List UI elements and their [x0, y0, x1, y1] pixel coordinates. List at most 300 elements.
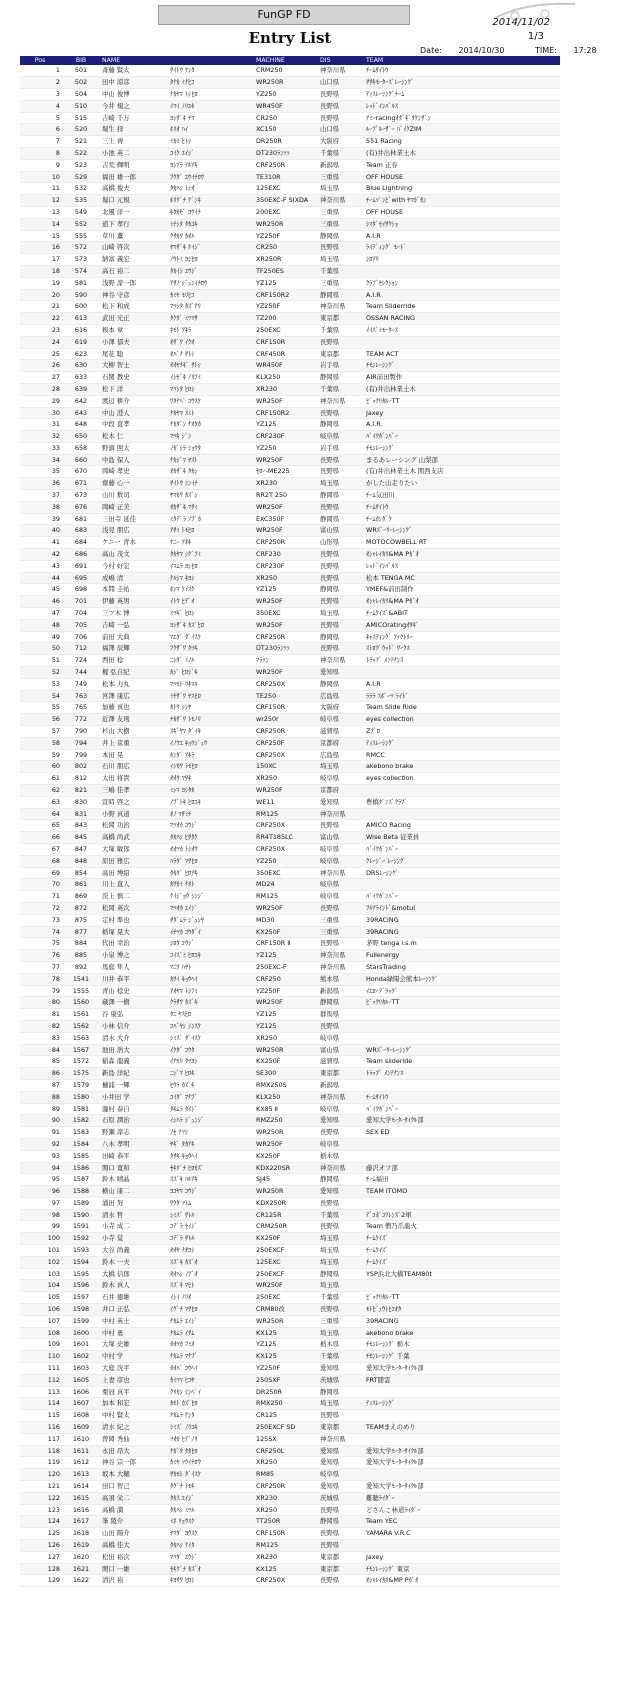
- cell-machine: CRF230: [256, 550, 281, 559]
- cell-bib: 884: [74, 939, 88, 948]
- cell-district: 東京都: [320, 1552, 340, 1561]
- table-row: [20, 1422, 560, 1434]
- table-row: [20, 1457, 560, 1469]
- cell-pos: 5: [55, 113, 60, 122]
- cell-machine: KLX250: [256, 1092, 281, 1101]
- cell-pos: 80: [51, 998, 60, 1007]
- cell-team: ﾊﾞｲｸｶﾞﾝﾊﾞｰ: [366, 844, 398, 853]
- cell-name-kana: ﾐﾔｻﾞﾜ ﾔｽﾋﾛ: [170, 691, 201, 700]
- cell-bib: 1603: [72, 1364, 90, 1373]
- cell-bib: 670: [74, 467, 88, 476]
- cell-machine: WR250F: [256, 786, 283, 794]
- table-row: [20, 183, 560, 195]
- cell-pos: 32: [51, 432, 60, 441]
- cell-name: 峯 陵介: [102, 1517, 124, 1526]
- cell-name-kana: ﾐｶﾐ ﾋﾄｼ: [170, 137, 192, 146]
- cell-bib: 763: [74, 691, 88, 700]
- cell-name: 渡辺 耕介: [102, 396, 130, 405]
- cell-bib: 1597: [72, 1293, 90, 1302]
- cell-team: ﾗﾗﾗ ｽﾎﾟｰﾂ ﾗｲﾄﾞ: [366, 691, 409, 700]
- cell-team: (有)井出林業土木: [366, 384, 416, 393]
- cell-bib: 642: [74, 396, 88, 405]
- cell-district: 茨城県: [320, 1375, 340, 1384]
- table-row: [20, 997, 560, 1009]
- cell-name: 三嶋 佳孝: [102, 786, 130, 794]
- cell-name: 田口 智己: [102, 1482, 130, 1491]
- cell-machine: WR250F: [256, 998, 283, 1007]
- cell-bib: 623: [74, 349, 88, 358]
- cell-name-kana: ｵｵﾔ ﾅｵﾖｼ: [170, 1246, 195, 1255]
- cell-team: TEAM ITOMO: [366, 1187, 408, 1196]
- cell-district: 長野県: [320, 597, 340, 606]
- cell-name: 吉荒 輝明: [102, 160, 130, 169]
- cell-name: 小林 信介: [102, 1021, 130, 1030]
- table-row: [20, 1033, 560, 1045]
- cell-team: ﾁｰﾑ気田川: [366, 491, 395, 500]
- cell-machine: TE310R: [256, 172, 281, 181]
- cell-district: 愛知県: [320, 1364, 340, 1373]
- cell-team: ﾓﾄﾋﾞｭｳﾄﾋｺｵﾀ: [366, 1305, 402, 1314]
- cell-pos: 42: [51, 550, 60, 559]
- cell-machine: WR250R: [256, 1128, 284, 1137]
- cell-name-kana: ﾀｷﾑﾗ ﾀｲｼﾞ: [170, 1104, 198, 1113]
- cell-machine: MD24: [256, 880, 275, 889]
- cell-name-kana: ｶｼﾞ ﾋﾛｼﾞｷ: [170, 668, 198, 677]
- cell-bib: 799: [74, 750, 88, 759]
- cell-bib: 549: [74, 207, 88, 216]
- cell-machine: CRF250: [256, 974, 281, 983]
- cell-name: 坂本 大輔: [102, 1470, 130, 1479]
- cell-district: 静岡県: [320, 1175, 340, 1184]
- cell-name-kana: ﾅｶﾔﾏ ﾄｼﾋﾛ: [170, 89, 198, 98]
- cell-district: 岐阜県: [320, 1139, 340, 1148]
- cell-machine: WR250F: [256, 396, 283, 405]
- cell-bib: 600: [74, 302, 88, 311]
- cell-team: ﾁｰﾑｶﾝﾀﾞｸ: [366, 514, 392, 523]
- table-row: [20, 1351, 560, 1363]
- cell-name: 鈴木 真人: [102, 1281, 130, 1290]
- cell-district: 埼玉県: [320, 479, 340, 488]
- cell-bib: 520: [74, 125, 88, 134]
- cell-bib: 1595: [72, 1269, 90, 1278]
- cell-name: 浅見 朋広: [102, 526, 130, 535]
- cell-bib: 1572: [72, 1057, 90, 1066]
- cell-machine: MD30: [256, 915, 275, 924]
- cell-name: 大柳 智士: [102, 361, 130, 370]
- cell-bib: 712: [74, 644, 88, 653]
- cell-name: 今村 好宏: [102, 561, 130, 570]
- table-row: [20, 1292, 560, 1304]
- cell-pos: 73: [51, 915, 60, 924]
- table-row: [20, 1139, 560, 1151]
- cell-bib: 658: [74, 443, 88, 452]
- table-row: [20, 1127, 560, 1139]
- cell-team: (有)井出林業土木: [366, 148, 416, 157]
- cell-pos: 90: [51, 1116, 60, 1125]
- cell-district: 長野県: [320, 1198, 340, 1207]
- cell-district: 群馬県: [320, 1010, 340, 1019]
- table-row: [20, 372, 560, 384]
- cell-machine: WR250R: [256, 78, 284, 87]
- cell-pos: 118: [47, 1446, 60, 1455]
- cell-team: (有)井出林業土木 関西支店: [366, 467, 444, 476]
- cell-team: A.I.R.: [366, 420, 383, 429]
- cell-name: 小澤 郁夫: [102, 337, 130, 346]
- cell-name-kana: ﾎﾘｸﾞﾁ ｹﾞﾝｷ: [170, 196, 201, 205]
- cell-bib: 581: [74, 278, 88, 287]
- cell-name: 加本 和宏: [102, 1399, 130, 1408]
- cell-name-kana: ﾐﾀﾃﾞﾗ ﾉﾌﾞｶ: [170, 514, 201, 523]
- cell-team: A.I.R: [366, 290, 381, 299]
- cell-name: 鈴木 一夫: [102, 1257, 130, 1266]
- cell-pos: 102: [47, 1257, 60, 1266]
- cell-name: 三ツ木 博: [102, 609, 130, 618]
- cell-name: 石原 潤治: [102, 1116, 130, 1125]
- cell-team: FRT闇雲: [366, 1375, 391, 1384]
- cell-name-kana: ｽｷﾞﾔﾏ ﾀﾞｲｷ: [170, 727, 201, 736]
- table-row: [20, 172, 560, 184]
- cell-pos: 91: [51, 1128, 60, 1137]
- cell-machine: DR250R: [256, 1387, 282, 1396]
- cell-machine: YZ125: [256, 420, 277, 429]
- cell-name: 杉山 大樹: [102, 727, 130, 736]
- cell-name-kana: ｲｼｲ ﾉﾘｵ: [170, 1293, 192, 1302]
- table-row: [20, 903, 560, 915]
- cell-name: 武田 光正: [102, 314, 130, 323]
- table-row: [20, 1186, 560, 1198]
- table-row: [20, 1434, 560, 1446]
- cell-machine: TZ200: [256, 314, 277, 323]
- cell-bib: 574: [74, 266, 88, 275]
- cell-machine: XR250: [256, 1505, 278, 1514]
- cell-machine: 200EXC: [256, 207, 281, 216]
- cell-bib: 1582: [72, 1116, 90, 1125]
- cell-bib: 861: [74, 880, 88, 889]
- cell-pos: 125: [47, 1529, 60, 1538]
- cell-pos: 10: [51, 172, 60, 181]
- table-row: [20, 514, 560, 526]
- cell-pos: 11: [51, 184, 60, 193]
- cell-pos: 6: [55, 125, 60, 134]
- cell-name: 岡崎 正美: [102, 502, 130, 511]
- cell-machine: WR250R: [256, 1045, 284, 1054]
- cell-name: 草川 薫: [102, 231, 124, 240]
- cell-pos: 18: [51, 266, 60, 275]
- cell-name-kana: ﾐﾂｷﾞ ﾋﾛｼ: [170, 609, 195, 618]
- table-row: [20, 1552, 560, 1564]
- cell-machine: WR250F: [256, 1281, 283, 1290]
- cell-machine: RR2T 250: [256, 491, 288, 500]
- cell-team: ﾃｨｽﾚｰｼﾝｸﾞﾁｰﾑ: [366, 89, 405, 98]
- cell-name-kana: ﾆｼﾞﾏ ﾋﾛｷ: [170, 1069, 195, 1078]
- cell-pos: 76: [51, 951, 60, 960]
- cell-district: 東京都: [320, 314, 340, 323]
- cell-machine: KX250F: [256, 1057, 281, 1066]
- cell-team: ｼﾛｱﾘ: [366, 255, 379, 264]
- cell-machine: YZ125: [256, 1340, 277, 1349]
- cell-name: 大橋 信郎: [102, 1269, 130, 1278]
- table-row: [20, 1516, 560, 1528]
- cell-team: WRｽﾞｰﾜｰﾚｰｼﾝｸﾞ: [366, 1045, 412, 1054]
- cell-machine: CRM250R: [256, 1222, 288, 1231]
- cell-name-kana: ｸﾘｶﾝ ｼﾝﾍﾟｲ: [170, 1387, 201, 1396]
- cell-name: 本田 晃: [102, 750, 124, 759]
- cell-district: 長野県: [320, 939, 340, 948]
- table-row: [20, 797, 560, 809]
- cell-pos: 47: [51, 609, 60, 618]
- cell-name-kana: ﾏﾂｼﾀ ｶｽﾞﾅﾘ: [170, 302, 201, 311]
- cell-name-kana: ﾖｼｻﾞｷ ｶｽﾞﾋﾛ: [170, 620, 204, 629]
- cell-machine: XR230: [256, 1552, 278, 1561]
- cell-bib: 1581: [72, 1104, 90, 1113]
- table-row: [20, 915, 560, 927]
- cell-team: ﾁｰﾑｻｲﾄｳ: [366, 66, 389, 75]
- cell-pos: 117: [47, 1434, 60, 1443]
- cell-name-kana: ﾀｶﾔﾏ ｼｹﾞﾌﾐ: [170, 550, 201, 559]
- cell-district: 長野県: [320, 243, 340, 252]
- table-row: [20, 608, 560, 620]
- print-meta: [420, 46, 625, 55]
- cell-machine: YZ250: [256, 443, 277, 452]
- cell-name-kana: ﾀｻｷ ｷｮｳﾍｲ: [170, 1151, 198, 1160]
- table-row: [20, 1104, 560, 1116]
- table-row: [20, 384, 560, 396]
- cell-machine: WE11: [256, 797, 275, 806]
- cell-name-kana: ｾｷｸﾞﾁ ｶｽﾞｵ: [170, 1564, 201, 1573]
- cell-pos: 89: [51, 1104, 60, 1113]
- cell-pos: 120: [47, 1470, 60, 1479]
- cell-name: 松岡 功治: [102, 821, 130, 830]
- cell-name-kana: ｲﾏｲ ﾉﾘﾕｷ: [170, 101, 195, 110]
- cell-bib: 590: [74, 290, 88, 299]
- cell-machine: YZ250F: [256, 986, 281, 995]
- cell-name-kana: ｵｵﾀ ﾏｻｷ: [170, 774, 192, 783]
- cell-machine: WR250F: [256, 502, 283, 511]
- cell-name: 高橋 佳大: [102, 1541, 130, 1549]
- cell-district: 静岡県: [320, 679, 340, 688]
- cell-machine: 125EXC: [256, 184, 281, 193]
- cell-name-kana: ｲﾏﾑﾗ ﾖｼﾋﾛ: [170, 561, 198, 570]
- cell-team: どさんこ林道ﾗｲﾀﾞｰ: [366, 1505, 421, 1514]
- cell-machine: WR250F: [256, 597, 283, 606]
- cell-name-kana: ﾁｶｻﾞﾜ ﾄﾓﾉﾘ: [170, 715, 201, 724]
- cell-name-kana: ｷﾖｻﾜ ﾋﾛｼ: [170, 1576, 195, 1585]
- cell-name: 樋浦 一輝: [102, 1080, 130, 1089]
- cell-name: 大塚 敏郎: [102, 844, 130, 853]
- cell-team: ﾁﾓﾝﾚｰｼﾝｸﾞ 東京: [366, 1564, 410, 1573]
- table-row: [20, 750, 560, 762]
- cell-name: 斎藤 賢太: [102, 66, 130, 75]
- cell-name: 堀口 元規: [102, 196, 130, 205]
- cell-pos: 106: [47, 1305, 60, 1314]
- cell-bib: 1606: [72, 1387, 90, 1396]
- cell-name: 三田寺 延佳: [102, 514, 136, 523]
- cell-machine: WR250R: [256, 1316, 284, 1325]
- cell-name-kana: ｶﾐﾔ ｿｳｲﾁﾛｳ: [170, 1458, 201, 1467]
- table-row: [20, 502, 560, 514]
- table-row: [20, 879, 560, 891]
- cell-pos: 68: [51, 856, 60, 865]
- cell-name: 成嶋 清: [102, 573, 124, 582]
- cell-name-kana: ｶﾐﾔ ﾓﾘﾋｺ: [170, 290, 195, 299]
- table-row: [20, 1056, 560, 1068]
- cell-name: 伊藤 英男: [102, 597, 130, 606]
- cell-name-kana: ｵｶｻﾞｷ ﾀｶｼ: [170, 467, 198, 476]
- cell-machine: WR450F: [256, 101, 283, 110]
- cell-name: 定村 準也: [102, 915, 130, 924]
- cell-name: 清水 紀之: [102, 1423, 130, 1432]
- cell-name-kana: ｻｲﾄｳ ｹﾝﾀ: [170, 66, 195, 75]
- cell-bib: 573: [74, 255, 88, 264]
- cell-pos: 93: [51, 1151, 60, 1160]
- cell-district: 千葉県: [320, 266, 340, 275]
- table-row: [20, 136, 560, 148]
- cell-bib: 1599: [72, 1316, 90, 1325]
- cell-name: 清水 大介: [102, 1033, 130, 1042]
- cell-name-kana: ｶﾄｳ ｼﾝﾔ: [170, 703, 192, 712]
- cell-district: 静岡県: [320, 231, 340, 240]
- cell-pos: 62: [51, 786, 60, 794]
- cell-name: 原田 雅広: [102, 856, 130, 865]
- cell-bib: 1598: [72, 1305, 90, 1314]
- cell-pos: 105: [47, 1293, 60, 1302]
- cell-team: Fullenergy: [366, 951, 400, 960]
- cell-name: 松岡 英次: [102, 903, 130, 912]
- cell-district: 新潟県: [320, 986, 340, 995]
- cell-name-kana: ｻﾀﾞﾑﾗ ｼﾞｭﾝﾔ: [170, 915, 204, 924]
- cell-pos: 60: [51, 762, 60, 771]
- table-row: [20, 1564, 560, 1576]
- table-row: [20, 974, 560, 986]
- table-row: [20, 1068, 560, 1080]
- table-row: [20, 962, 560, 974]
- cell-team: ﾃｨｽﾚｰｼﾝｸﾞ: [366, 738, 395, 747]
- cell-machine: RM125: [256, 809, 279, 818]
- cell-district: 埼玉県: [320, 1399, 340, 1408]
- cell-bib: 1555: [72, 986, 90, 995]
- cell-pos: 57: [51, 727, 60, 736]
- cell-pos: 100: [47, 1234, 60, 1243]
- cell-name: 上妻 彦也: [102, 1375, 130, 1384]
- cell-name-kana: ﾏﾂﾓﾄ ﾘｷﾏﾙ: [170, 679, 198, 688]
- table-row: [20, 938, 560, 950]
- cell-team: まるあレーシング 山梨部: [366, 455, 438, 464]
- cell-machine: CR250: [256, 113, 278, 122]
- col-bib-header: BIB: [75, 57, 87, 64]
- cell-team: ﾁﾓﾝﾚｰｼﾝｸﾞ 千葉: [366, 1352, 410, 1361]
- table-row: [20, 1363, 560, 1375]
- cell-district: 埼玉県: [320, 1246, 340, 1255]
- cell-name: 栃塚 晃大: [102, 927, 130, 936]
- cell-pos: 50: [51, 644, 60, 653]
- cell-pos: 2: [55, 78, 60, 87]
- cell-machine: WR250R: [256, 1187, 284, 1196]
- cell-bib: 698: [74, 585, 88, 594]
- cell-machine: YZ125: [256, 1010, 277, 1019]
- cell-name: 井口 正弘: [102, 1305, 130, 1314]
- cell-team: TEAMまえのめり: [366, 1423, 416, 1432]
- cell-name-kana: ｸｻｶﾜ ｶｵﾙ: [170, 231, 195, 240]
- cell-machine: XR250: [256, 1033, 278, 1042]
- cell-district: 新潟県: [320, 1080, 340, 1089]
- cell-district: 栃木県: [320, 1340, 340, 1349]
- cell-team: ﾗｲﾃﾞｨﾝｸﾞ ﾓｰﾄﾞ: [366, 243, 407, 252]
- table-row: [20, 431, 560, 443]
- cell-bib: 831: [74, 809, 88, 818]
- cell-pos: 37: [51, 491, 60, 500]
- cell-pos: 54: [51, 691, 60, 700]
- cell-bib: 848: [74, 856, 88, 865]
- cell-district: 長野県: [320, 408, 340, 417]
- cell-name: 曽岡 秀仙: [102, 1434, 130, 1443]
- cell-name-kana: ﾅｶﾞﾀ ﾀｶﾋﾛ: [170, 1446, 198, 1455]
- cell-pos: 78: [51, 974, 60, 983]
- cell-pos: 51: [51, 656, 60, 665]
- cell-pos: 31: [51, 420, 60, 429]
- cell-name: ケニー 青木: [102, 538, 136, 547]
- cell-name-kana: ｸﾗｻﾜ ｶｽﾞｷ: [170, 998, 198, 1007]
- cell-name-kana: ﾀｸﾞﾁ ﾄﾓｷ: [170, 1482, 195, 1491]
- cell-district: 神奈川県: [320, 962, 346, 971]
- col-pos-header: Pos: [34, 57, 46, 64]
- cell-bib: 510: [74, 101, 88, 110]
- cell-name: 神谷 宗一郎: [102, 1458, 136, 1467]
- cell-pos: 29: [51, 396, 60, 405]
- cell-district: 滋賀県: [320, 1057, 340, 1066]
- cell-team: 愛知大学ﾓｰﾀｰｻｲｸﾙ部: [366, 1458, 424, 1467]
- cell-district: 長野県: [320, 1541, 340, 1549]
- cell-name-kana: ﾀｶﾊｼ ｹｲﾀ: [170, 1541, 195, 1549]
- cell-machine: YZ125: [256, 278, 277, 287]
- cell-team: ﾋﾞｯｸﾘｶﾙｰTT: [366, 1293, 400, 1302]
- cell-pos: 66: [51, 833, 60, 842]
- cell-name-kana: ｵﾉ ﾏｻﾐﾁ: [170, 809, 192, 818]
- cell-pos: 46: [51, 597, 60, 606]
- table-row: [20, 726, 560, 738]
- cell-pos: 85: [51, 1057, 60, 1066]
- table-row: [20, 1316, 560, 1328]
- table-row: [20, 702, 560, 714]
- cell-name-kana: ｺﾊﾞﾔｼ ｼﾝｽｹ: [170, 1021, 201, 1030]
- cell-name-kana: ｼﾛﾀ ｺｳｼﾞ: [170, 939, 195, 948]
- cell-pos: 115: [47, 1411, 60, 1420]
- table-row: [20, 160, 560, 172]
- table-row: [20, 1233, 560, 1245]
- table-row: [20, 927, 560, 939]
- cell-district: 長野県: [320, 1576, 340, 1585]
- cell-name-kana: ﾜｸﾀ ﾂﾄﾑ: [170, 1198, 192, 1207]
- cell-pos: 127: [47, 1552, 60, 1561]
- cell-district: 三重県: [320, 1316, 340, 1325]
- cell-team: ｲｲｽﾞﾐﾓｰﾀｰｽ: [366, 325, 398, 334]
- cell-name-kana: ﾏﾂﾀﾞ ﾕｳｼﾞ: [170, 1552, 198, 1561]
- cell-machine: WR450F: [256, 361, 283, 370]
- cell-machine: WR250F: [256, 1139, 283, 1148]
- cell-machine: KDX220SR: [256, 1163, 291, 1172]
- cell-name: 齋藤 心一: [102, 479, 130, 488]
- cell-name: 北風 洋一: [102, 207, 130, 216]
- cell-machine: CRF250R: [256, 160, 286, 169]
- cell-district: 富山県: [320, 526, 340, 535]
- cell-bib: 1611: [72, 1446, 90, 1455]
- cell-machine: 125SX: [256, 1434, 277, 1443]
- cell-machine: YZ125: [256, 585, 277, 594]
- cell-bib: 684: [74, 538, 88, 547]
- cell-name: 栗冠 真平: [102, 1387, 130, 1396]
- cell-name-kana: ｺﾃﾞﾗ ｻﾄﾙ: [170, 1234, 195, 1243]
- table-row: [20, 1481, 560, 1493]
- table-row: [20, 290, 560, 302]
